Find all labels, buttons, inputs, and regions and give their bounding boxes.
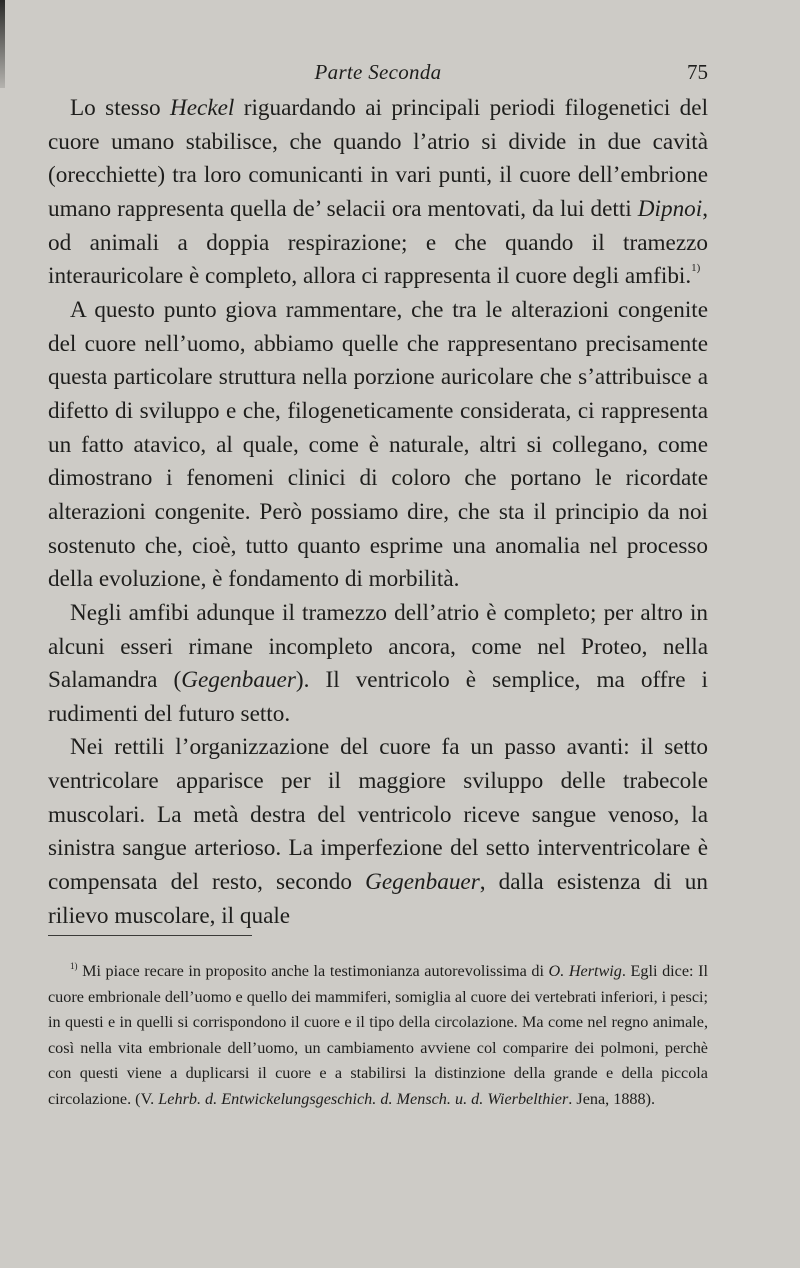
author-name-gegenbauer: Gegenbauer: [365, 869, 480, 896]
page-edge-shadow: [0, 0, 5, 88]
paragraph-1: [48, 92, 708, 294]
footnote-1: [48, 959, 708, 1113]
text-run: Nei rettili l’organizzazione del cuore fa un passo avanti: il setto ventricolare apparisce per il maggiore sviluppo delle trabecole muscolari. La metà destra del ventricolo riceve sangue venoso, la sinistra sangue arterioso. La imperfezione del setto interventricolare è compensata del resto, secondo: [48, 734, 708, 896]
text-run: . Jena, 1888).: [568, 1089, 656, 1108]
text-run: riguardando ai principali periodi filogenetici del cuore umano stabilisce, che quando l’atrio si divide in due cavità (orecchiette) tra loro comunicanti in vari punti, il cuore dell’embrione umano rappresenta quella de’ selacii ora mentovati, da lui detti: [48, 95, 709, 222]
footnote-separator: [48, 935, 252, 936]
main-text: [48, 92, 708, 933]
author-name-gegenbauer: Gegenbauer: [181, 667, 296, 694]
text-run: , dalla esistenza di un rilievo muscolare, il quale: [48, 869, 708, 929]
text-run: ). Il ventricolo è semplice, ma offre i rudimenti del futuro setto.: [48, 667, 708, 727]
text-run: Lo stesso: [70, 95, 170, 121]
paragraph-3: [48, 597, 708, 732]
author-name-heckel: Heckel: [169, 95, 235, 121]
page-number: 75: [687, 60, 708, 84]
text-run: Negli amfibi adunque il tramezzo dell’atrio è completo; per altro in alcuni esseri rimane incompleto ancora, come nel Proteo, nella Salamandra (: [48, 599, 708, 694]
citation-title: Lehrb. d. Entwickelungsgeschich. d. Mensch. u. d. Wierbelthier: [158, 1089, 569, 1108]
text-run: , od animali a doppia respirazione; e che quando il tramezzo interauricolare è completo, allora ci rappresenta il cuore degli amfibi.: [48, 195, 708, 290]
footnote-marker: 1): [70, 961, 78, 971]
footnote: [48, 959, 708, 1113]
paragraph-2: [48, 294, 708, 597]
footnote-reference[interactable]: 1): [691, 262, 701, 275]
text-run: Mi piace recare in proposito anche la testimonianza autorevolissima di: [77, 962, 549, 980]
running-title: Parte Seconda: [314, 60, 442, 84]
page-header: [48, 60, 708, 90]
term-dipnoi: Dipnoi: [637, 195, 703, 222]
paragraph-4: [48, 731, 708, 933]
text-run: . Egli dice: Il cuore embrionale dell’uomo e quello dei mammiferi, somiglia al cuore dei vertebrati inferiori, i pesci; in questi e in quelli si corrispondono il cuore e il tipo della circolazione. Ma come nel regno animale, così nella vita embrionale dell’uomo, un cambiamento avviene col comparire dei polmoni, perchè con questi viene a duplicarsi il cuore e a stabilirsi la distinzione della grande e della piccola circolazione. (V.: [48, 962, 708, 1108]
author-name-hertwig: O. Hertwig: [548, 962, 622, 980]
text-run: A questo punto giova rammentare, che tra le alterazioni congenite del cuore nell’uomo, abbiamo quelle che rappresentano precisamente questa particolare struttura nella porzione auricolare che s’attribuisce a difetto di sviluppo e che, filogeneticamente considerata, ci rappresenta un fatto atavico, al quale, come è naturale, altri si collegano, come dimostrano i fenomeni clinici di coloro che portano le ricordate alterazioni congenite. Però possiamo dire, che sta il principio da noi sostenuto che, cioè, tutto quanto esprime una anomalia nel processo della evoluzione, è fondamento di morbilità.: [48, 296, 708, 593]
